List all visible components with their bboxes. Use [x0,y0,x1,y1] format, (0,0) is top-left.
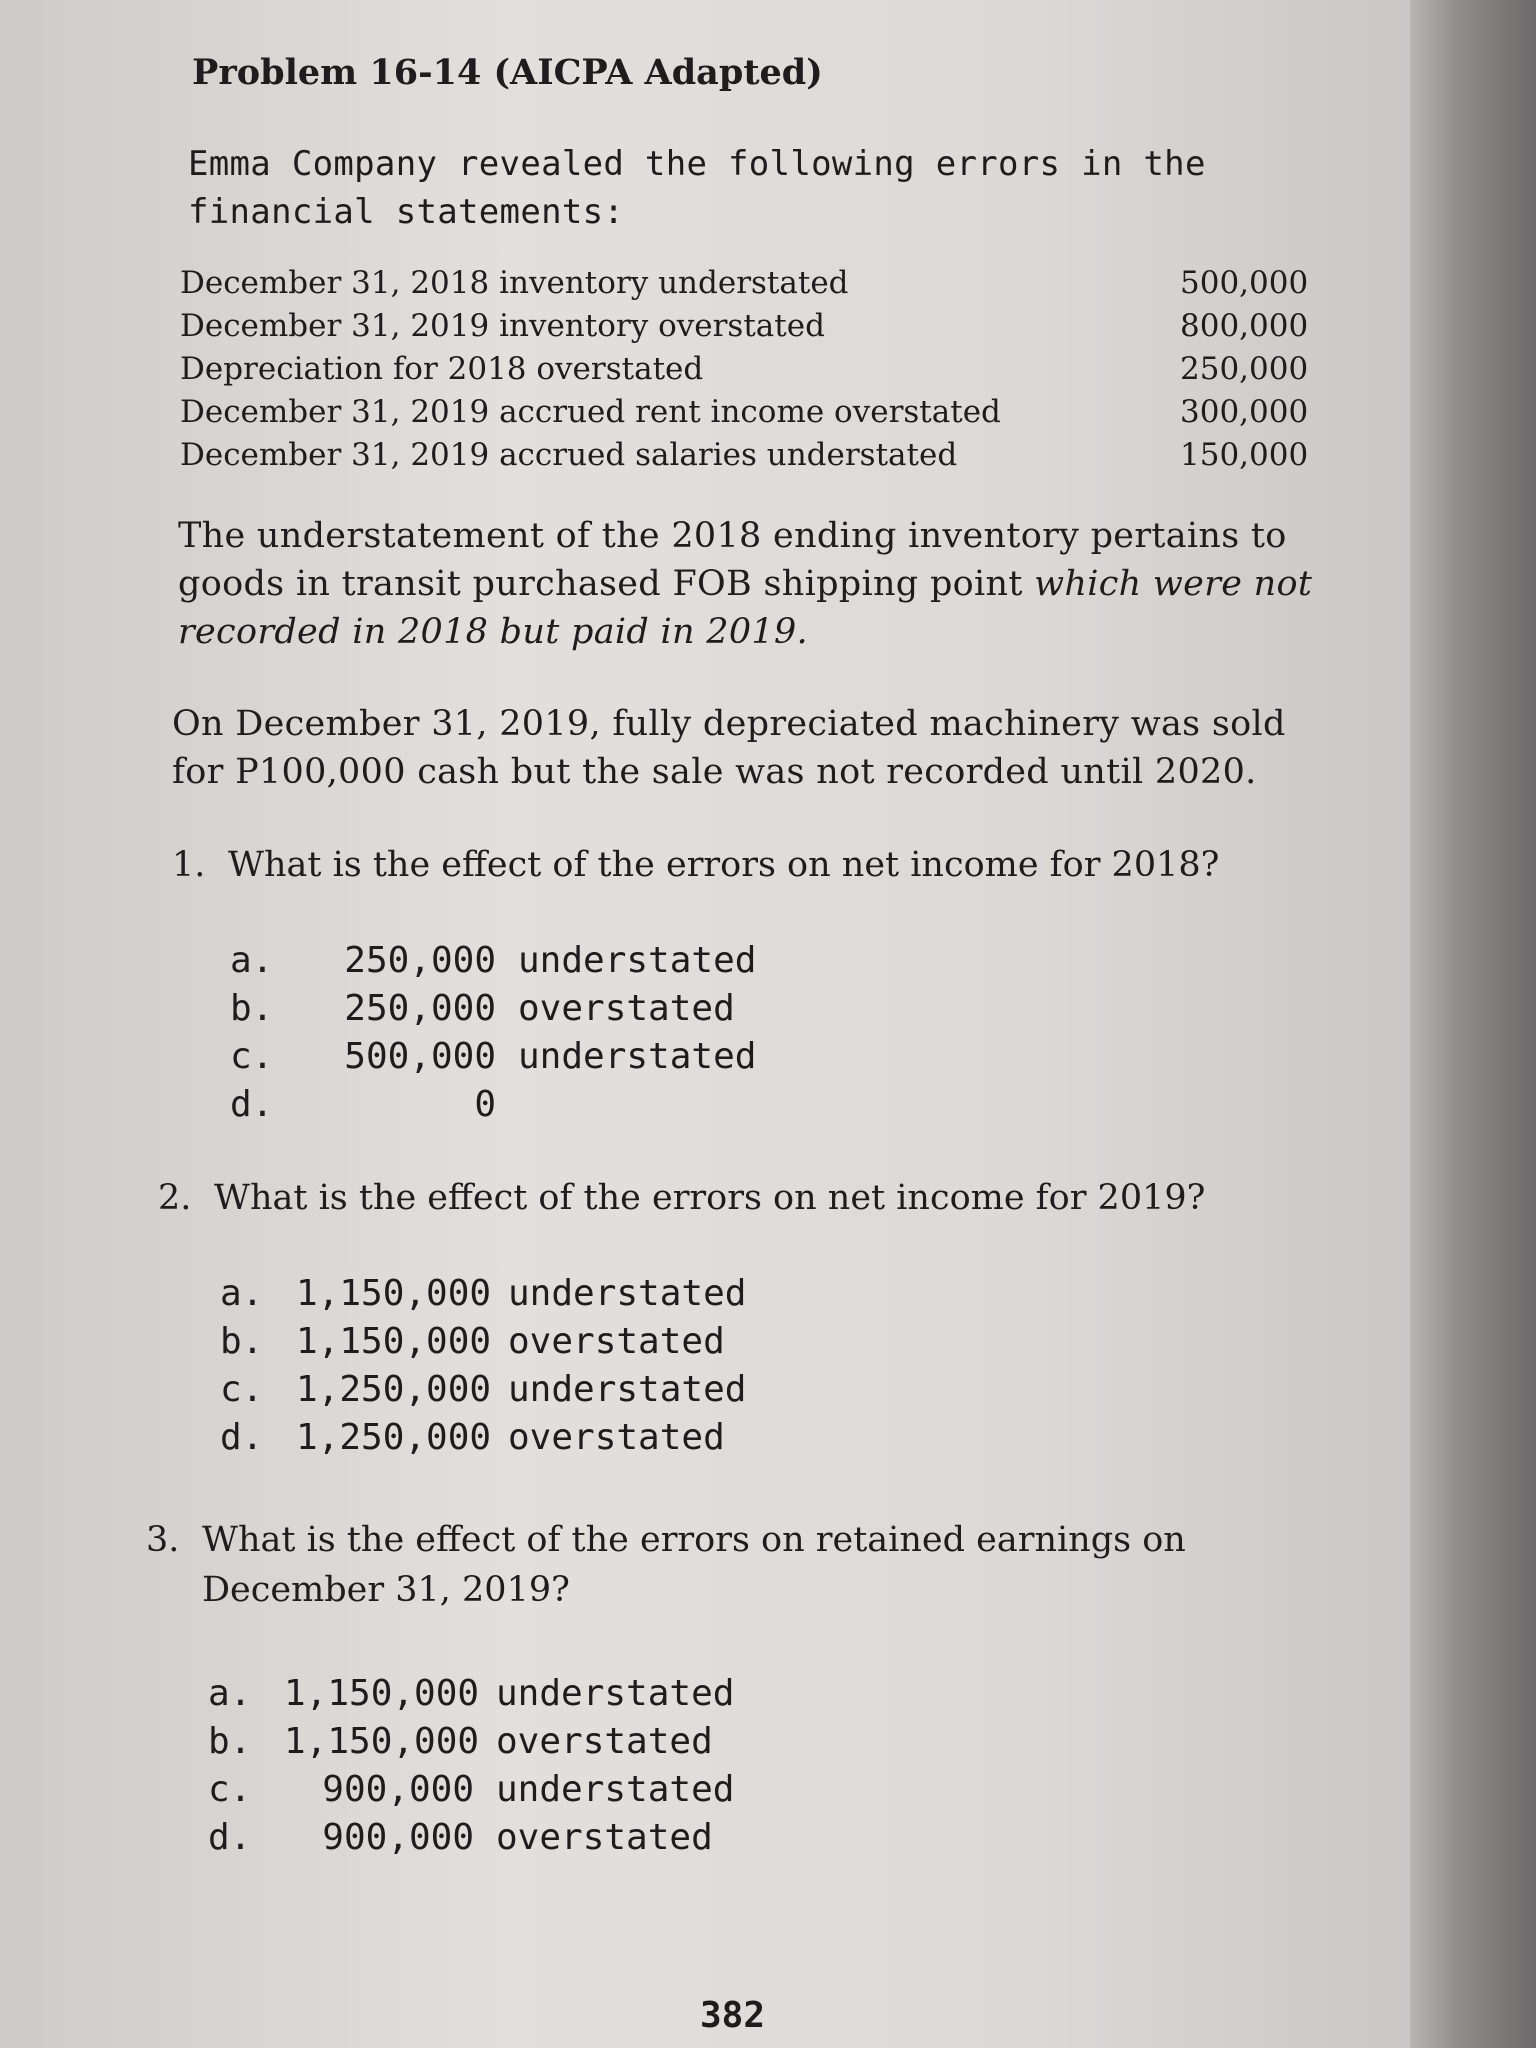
option-b [220,1318,746,1366]
option-amount: 900,000 [322,1769,474,1810]
option-amount: 1,150,000 [296,1273,492,1314]
question-2 [158,1173,1205,1223]
error-row [180,348,1309,391]
problem-title: Problem 16-14 (AICPA Adapted) [192,52,823,93]
question-number: 2. [158,1178,192,1218]
option-a [230,937,756,985]
option-amount: 250,000 [344,940,496,981]
option-d [220,1414,746,1462]
error-row [180,262,1309,305]
option-b [230,985,756,1033]
question-number: 3. [146,1520,180,1560]
option-effect: understated [508,1369,747,1410]
machinery-note-paragraph: On December 31, 2019, fully depreciated machinery was sold for P100,000 cash but the sale was not recorded until 2020. [172,704,1286,792]
error-label: December 31, 2019 inventory overstated [180,308,825,344]
page-number: 382 [700,1995,766,2036]
inventory-note-paragraph [178,512,1318,656]
question-text: What is the effect of the errors on net income for 2018? [228,845,1220,885]
option-amount: 250,000 [344,988,496,1029]
question-3-options [208,1670,734,1862]
error-amount: 500,000 [1180,265,1309,301]
option-b [208,1718,734,1766]
option-letter: b. [220,1321,264,1362]
error-row [180,391,1309,434]
question-text: What is the effect of the errors on net income for 2019? [214,1178,1206,1218]
question-2-options [220,1270,746,1462]
option-amount: 900,000 [322,1817,474,1858]
option-effect: understated [518,940,757,981]
inventory-note-text: The understatement of the 2018 ending inventory pertains to goods in transit purchased FOB shipping point [178,516,1287,604]
option-amount: 1,150,000 [296,1321,492,1362]
intro-paragraph: Emma Company revealed the following errors in the financial statements: [188,144,1206,232]
question-number: 1. [172,845,206,885]
errors-list [180,262,1309,477]
option-letter: b. [208,1721,252,1762]
option-c [208,1766,734,1814]
question-1-options [230,937,756,1129]
option-effect: understated [518,1036,757,1077]
option-letter: d. [230,1084,274,1125]
option-effect: overstated [496,1721,713,1762]
book-edge-shadow [1410,0,1536,2048]
option-letter: d. [208,1817,252,1858]
option-effect: overstated [508,1417,725,1458]
option-effect: overstated [518,988,735,1029]
option-a [208,1670,734,1718]
option-d [230,1081,756,1129]
option-letter: d. [220,1417,264,1458]
question-1 [172,840,1219,890]
option-amount: 1,250,000 [296,1369,492,1410]
error-amount: 250,000 [1180,351,1309,387]
option-effect: understated [496,1673,735,1714]
error-amount: 800,000 [1180,308,1309,344]
error-row [180,305,1309,348]
option-letter: a. [208,1673,252,1714]
error-label: December 31, 2019 accrued salaries understated [180,437,958,473]
error-amount: 150,000 [1180,437,1309,473]
option-letter: c. [208,1769,252,1810]
error-label: December 31, 2019 accrued rent income overstated [180,394,1001,430]
option-amount: 0 [474,1084,496,1125]
option-letter: c. [230,1036,274,1077]
option-effect: understated [496,1769,735,1810]
option-effect: overstated [496,1817,713,1858]
option-amount: 1,150,000 [284,1721,480,1762]
error-label: Depreciation for 2018 overstated [180,351,704,387]
option-letter: c. [220,1369,264,1410]
option-c [220,1366,746,1414]
option-amount: 500,000 [344,1036,496,1077]
error-label: December 31, 2018 inventory understated [180,265,849,301]
option-amount: 1,150,000 [284,1673,480,1714]
error-row [180,434,1309,477]
option-effect: understated [508,1273,747,1314]
option-letter: a. [230,940,274,981]
inventory-note-italic: which were not recorded in 2018 but paid in 2019. [178,564,1313,652]
option-c [230,1033,756,1081]
option-d [208,1814,734,1862]
option-letter: a. [220,1273,264,1314]
option-effect: overstated [508,1321,725,1362]
option-amount: 1,250,000 [296,1417,492,1458]
option-letter: b. [230,988,274,1029]
question-text: What is the effect of the errors on retained earnings on December 31, 2019? [202,1520,1186,1610]
option-a [220,1270,746,1318]
question-3 [146,1515,1346,1615]
error-amount: 300,000 [1180,394,1309,430]
